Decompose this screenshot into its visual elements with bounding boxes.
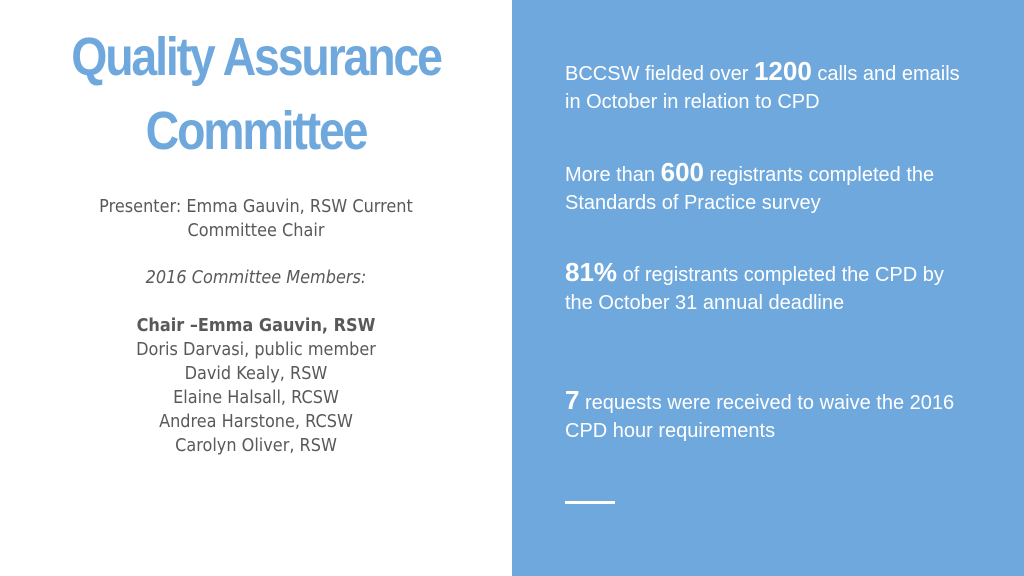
fact-number: 7 [565, 385, 580, 415]
member-list [20, 338, 491, 458]
presenter-info [20, 195, 491, 243]
fact-calls [565, 57, 965, 116]
fact-number: 81% [565, 257, 618, 287]
members-heading: 2016 Committee Members: [145, 268, 367, 288]
fact-text: of registrants completed the CPD by the October 31 annual deadline [565, 264, 944, 314]
title-line-2: Committee [145, 101, 367, 161]
fact-waiver-requests [565, 386, 965, 445]
fact-number: 1200 [753, 56, 812, 86]
fact-text: calls and emails in October in relation to CPD [565, 63, 960, 113]
fact-text: BCCSW fielded over [565, 63, 754, 85]
member-item: Carolyn Oliver, RSW [175, 436, 337, 456]
member-item: David Kealy, RSW [184, 364, 328, 384]
presenter-line-1: Presenter: Emma Gauvin, RSW Current [99, 197, 413, 217]
presenter-line-2: Committee Chair [187, 221, 325, 241]
fact-text: requests were received to waive the 2016 CPD hour requirements [565, 392, 955, 442]
committee-chair: Chair –Emma Gauvin, RSW [136, 316, 376, 336]
member-item: Doris Darvasi, public member [136, 340, 376, 360]
fact-text: registrants completed the Standards of Practice survey [565, 164, 935, 214]
fact-cpd-completion [565, 258, 965, 317]
fact-text: More than [565, 164, 661, 186]
member-item: Elaine Halsall, RCSW [173, 388, 339, 408]
title-line-1: Quality Assurance [71, 27, 441, 87]
member-item: Andrea Harstone, RCSW [159, 412, 353, 432]
divider-line [565, 501, 615, 504]
fact-number: 600 [660, 157, 704, 187]
fact-survey [565, 158, 965, 217]
